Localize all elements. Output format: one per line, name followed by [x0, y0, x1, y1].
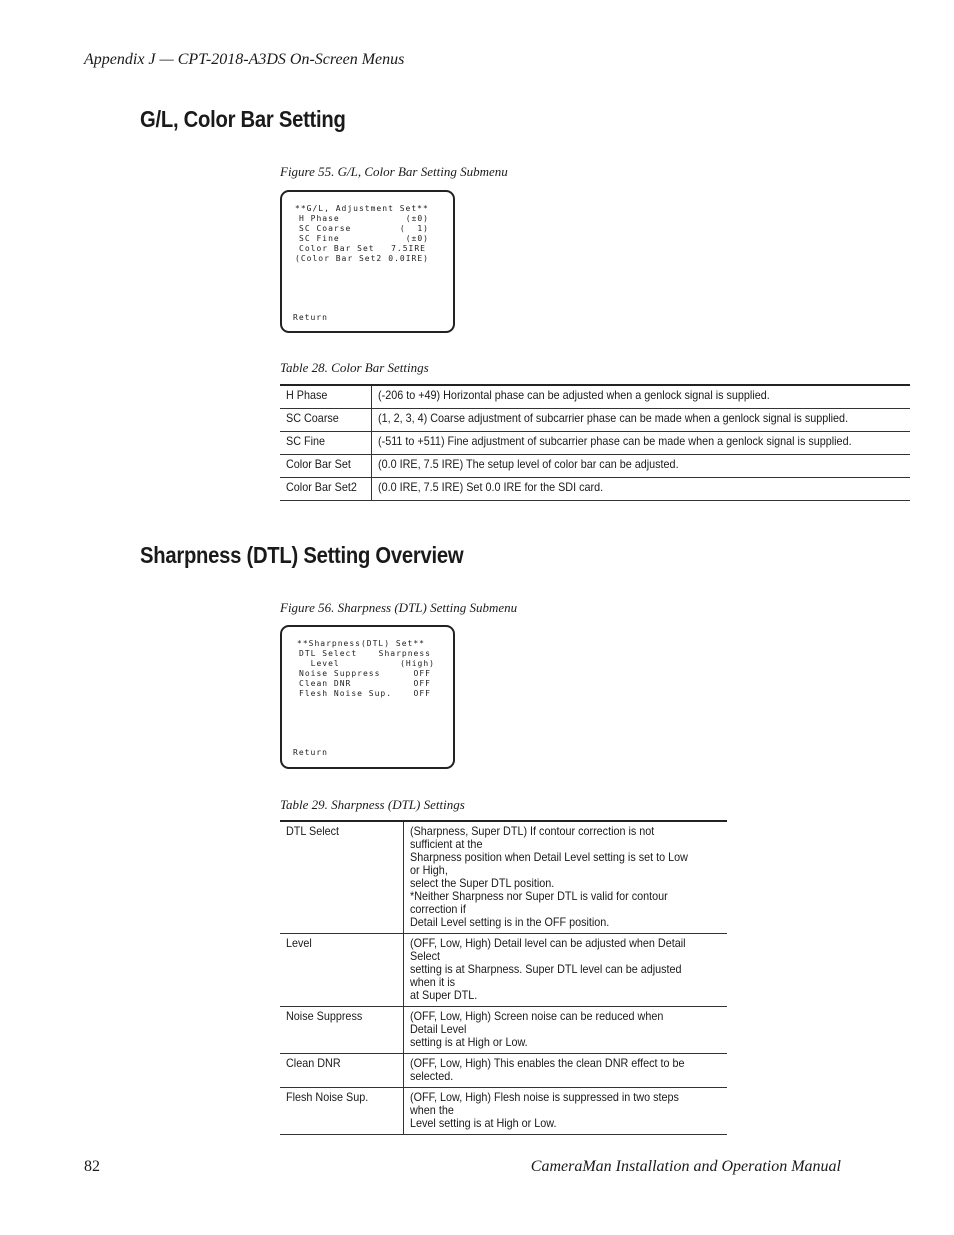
setting-name-cell: [280, 409, 371, 432]
table-row: [280, 385, 910, 409]
osd-menu-title: **Sharpness(DTL) Set**: [297, 639, 425, 648]
manual-title: CameraMan Installation and Operation Manual: [530, 1158, 841, 1175]
setting-desc-cell: [404, 934, 728, 1007]
section-title-sharpness: Sharpness (DTL) Setting Overview: [140, 542, 464, 568]
setting-name: Level: [286, 936, 312, 950]
osd-row-value: OFF: [413, 689, 431, 698]
osd-gl-color-bar-menu: [280, 190, 455, 333]
setting-name-cell: [280, 1088, 404, 1135]
osd-row-value: Sharpness: [378, 649, 431, 658]
page-number: 82: [84, 1158, 100, 1175]
osd-row-label: H Phase: [299, 214, 340, 223]
setting-description: (0.0 IRE, 7.5 IRE) Set 0.0 IRE for the SDI card.: [377, 480, 603, 494]
setting-name-cell: [280, 478, 371, 501]
table-row: [280, 821, 727, 934]
setting-name-cell: [280, 821, 404, 934]
setting-name-cell: [280, 934, 404, 1007]
setting-desc-cell: [371, 409, 910, 432]
figure-56-caption: Figure 56. Sharpness (DTL) Setting Submenu: [280, 600, 518, 615]
figure-55-caption: Figure 55. G/L, Color Bar Setting Submenu: [280, 164, 508, 179]
setting-name-cell: [280, 432, 371, 455]
setting-name: Color Bar Set2: [286, 480, 357, 494]
osd-row-label: Noise Suppress: [299, 669, 381, 678]
setting-description: (OFF, Low, High) This enables the clean DNR effect to be selected.: [410, 1056, 685, 1083]
table-row: [280, 1007, 727, 1054]
setting-name: DTL Select: [286, 824, 340, 838]
setting-name-cell: [280, 385, 371, 409]
table-row: [280, 409, 910, 432]
table-row: [280, 432, 910, 455]
setting-desc-cell: [371, 478, 910, 501]
setting-description: (-511 to +511) Fine adjustment of subcarrier phase can be made when a genlock signal is supplied.: [377, 434, 852, 448]
table-row: [280, 1054, 727, 1088]
setting-desc-cell: [371, 455, 910, 478]
running-head: Appendix J — CPT-2018-A3DS On-Screen Menus: [84, 51, 405, 68]
setting-desc-cell: [404, 1007, 728, 1054]
osd-menu-title: **G/L, Adjustment Set**: [295, 204, 429, 213]
osd-sharpness-menu: [280, 625, 455, 769]
table-row: [280, 1088, 727, 1135]
setting-description: (-206 to +49) Horizontal phase can be adjusted when a genlock signal is supplied.: [377, 388, 770, 402]
osd-row-label: SC Fine: [299, 234, 340, 243]
setting-description: (OFF, Low, High) Detail level can be adjusted when Detail Select setting is at Sharpness. Super DTL level can be adjusted when it is at Super DTL.: [410, 936, 686, 1002]
osd-row-value: (±0): [405, 234, 429, 243]
table-28-caption: Table 28. Color Bar Settings: [280, 360, 429, 375]
setting-name: H Phase: [286, 388, 328, 402]
osd-return-label: Return: [293, 748, 328, 757]
osd-row-value: 7.5IRE: [391, 244, 426, 253]
osd-row-value: OFF: [413, 679, 431, 688]
setting-name: Clean DNR: [286, 1056, 341, 1070]
setting-desc-cell: [404, 821, 728, 934]
setting-description: (Sharpness, Super DTL) If contour correction is not sufficient at the Sharpness position when Detail Level setting is set to Low or High, select the Super DTL position. *Neither Sharpness nor Super DTL is valid for contour correction if Detail Level setting is in the OFF position.: [410, 824, 688, 929]
osd-row-label: Clean DNR: [299, 679, 352, 688]
setting-desc-cell: [404, 1054, 728, 1088]
osd-row-value: ( 1): [399, 224, 429, 233]
setting-name: SC Fine: [286, 434, 326, 448]
table-29-caption: Table 29. Sharpness (DTL) Settings: [280, 797, 465, 812]
osd-row-label: (Color Bar Set2: [295, 254, 383, 263]
setting-description: (1, 2, 3, 4) Coarse adjustment of subcarrier phase can be made when a genlock signal is supplied.: [377, 411, 848, 425]
osd-row-label: Flesh Noise Sup.: [299, 689, 393, 698]
setting-name-cell: [280, 1054, 404, 1088]
setting-desc-cell: [404, 1088, 728, 1135]
osd-row-label: Level: [299, 659, 340, 668]
setting-name-cell: [280, 1007, 404, 1054]
setting-name: Flesh Noise Sup.: [286, 1090, 369, 1104]
setting-desc-cell: [371, 385, 910, 409]
osd-return-label: Return: [293, 313, 328, 322]
setting-description: (OFF, Low, High) Flesh noise is suppressed in two steps when the Level setting is at High or Low.: [410, 1090, 679, 1130]
setting-name: SC Coarse: [286, 411, 339, 425]
table-row: [280, 455, 910, 478]
osd-row-label: DTL Select: [299, 649, 358, 658]
osd-row-value: (High): [400, 659, 435, 668]
setting-description: (0.0 IRE, 7.5 IRE) The setup level of color bar can be adjusted.: [377, 457, 679, 471]
color-bar-settings-table: [280, 384, 910, 501]
setting-name-cell: [280, 455, 371, 478]
osd-row-label: SC Coarse: [299, 224, 352, 233]
table-row: [280, 934, 727, 1007]
osd-row-label: Color Bar Set: [299, 244, 375, 253]
table-row: [280, 478, 910, 501]
setting-name: Color Bar Set: [286, 457, 351, 471]
osd-row-value: 0.0IRE): [388, 254, 429, 263]
setting-desc-cell: [371, 432, 910, 455]
setting-name: Noise Suppress: [286, 1009, 363, 1023]
sharpness-settings-table: [280, 820, 727, 1135]
setting-description: (OFF, Low, High) Screen noise can be reduced when Detail Level setting is at High or Low.: [410, 1009, 664, 1049]
section-title-color-bar: G/L, Color Bar Setting: [140, 106, 346, 132]
osd-row-value: (±0): [405, 214, 429, 223]
osd-row-value: OFF: [413, 669, 431, 678]
